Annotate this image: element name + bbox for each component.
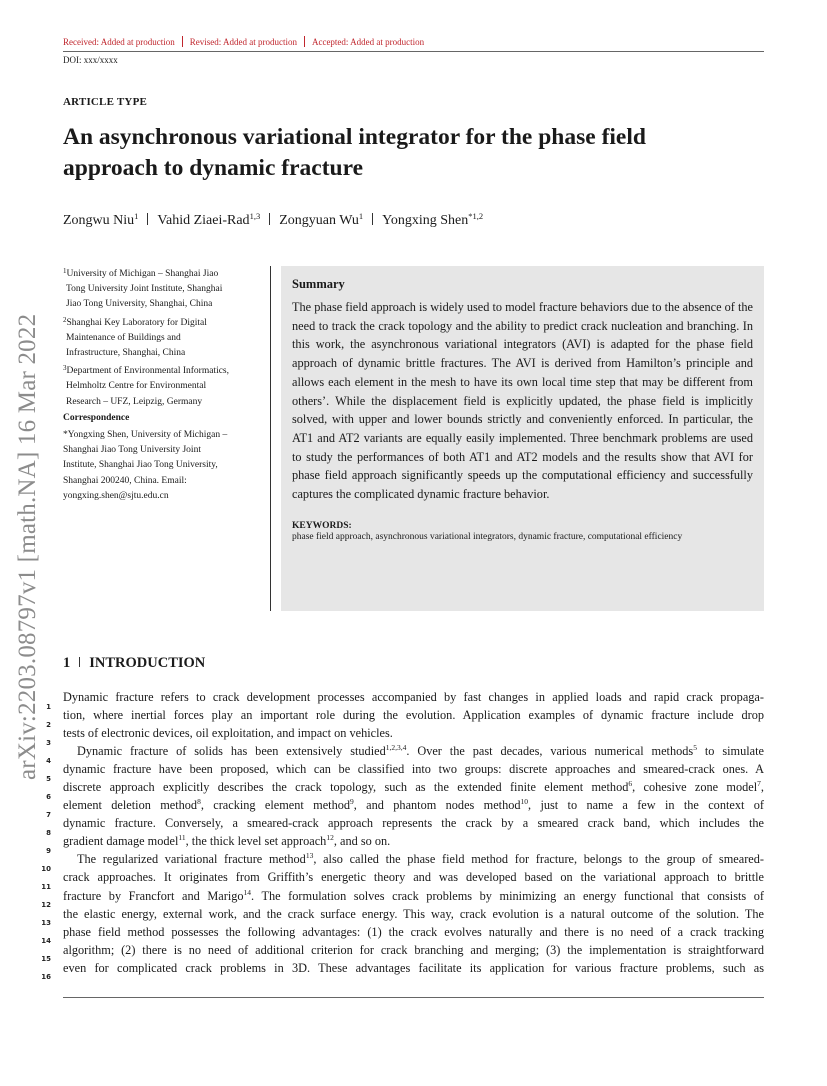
correspondence-line: Institute, Shanghai Jiao Tong University, [63, 460, 218, 471]
line-number: 15 [41, 955, 51, 963]
author-name: Zongyuan Wu [279, 213, 359, 228]
divider [147, 213, 148, 225]
footer-rule [63, 997, 764, 998]
text-line: dynamic fracture have been proposed, which can be classified into two groups: discrete approaches and smeared-crack ones. A [63, 762, 764, 777]
text-span: Dynamic fracture of solids has been extensively studied [77, 744, 386, 759]
paper-title: An asynchronous variational integrator for the phase field approach to dynamic fracture [63, 124, 646, 181]
text-span: The regularized variational fracture method [77, 852, 306, 867]
affiliation-line [63, 361, 268, 379]
text-span: , cracking element method [200, 798, 351, 813]
text-span: , [760, 780, 764, 795]
line-number: 13 [41, 919, 51, 927]
article-type: ARTICLE TYPE [63, 96, 148, 108]
affiliation-line: Jiao Tong University, Shanghai, China [66, 299, 213, 310]
affiliation-number: 2 [63, 315, 67, 324]
citation: 6 [628, 779, 633, 789]
correspondence-line: *Yongxing Shen, University of Michigan – [63, 430, 228, 440]
text-span: , and phantom nodes method [353, 798, 521, 813]
text-line [63, 887, 764, 905]
citation: 7 [757, 779, 761, 789]
line-number: 8 [46, 829, 51, 837]
author-affiliation: 1 [358, 211, 364, 221]
affiliation-number: 1 [63, 267, 67, 275]
line-number: 4 [46, 757, 51, 765]
text-span: fracture by Francfort and Marigo [63, 888, 244, 903]
author-name: Zongwu Niu [63, 213, 135, 228]
line-number: 5 [46, 775, 51, 783]
text-span: element deletion method [63, 798, 198, 813]
text-span: , just to name a few in the context of [528, 798, 764, 813]
text-line [63, 742, 764, 760]
correspondence-heading: Correspondence [63, 413, 130, 423]
summary-text: The phase field approach is widely used to model fracture behaviors due to the absence of the need to track the crack topology and the ability to predict crack nucleation and branching. In this work, the asynchronous variational integrators (AVI) is adapted for the phase field approach of dynamic brittle fractures. The AVI is derived from Hamilton’s principle and allows each element in the mesh to have its own local time step that may be different from others’. While the displacement field is explicitly updated, the phase field is implicitly solved, with upper and lower bounds strictly and conveniently enforced. In particular, the AT1 and AT2 variants are equally easily implemented. Three benchmark problems are used to study the performances of both AT1 and AT2 models and the results show that AVI for phase field approach significantly speeds up the computational efficiency and successfully captures the complicated dynamic fracture behavior. [292, 300, 753, 502]
author-affiliation: *1,2 [468, 211, 484, 221]
doi: DOI: xxx/xxxx [63, 55, 118, 65]
accepted-date: Accepted: Added at production [311, 37, 425, 47]
text-line [63, 778, 764, 796]
line-number: 6 [46, 793, 51, 801]
affiliation-line [63, 264, 268, 282]
citation: 10 [520, 797, 529, 807]
affiliation-line: Helmholtz Centre for Environmental [66, 381, 207, 392]
text-line: the elastic energy, external work, and the crack surface energy. This way, crack evolution is a natural outcome of the solution. The [63, 906, 764, 921]
correspondence [63, 428, 268, 504]
section-title: INTRODUCTION [89, 655, 206, 671]
text-line: even for complicated crack problems in 3D. These advantages facilitate its application for various fracture problems, such as [63, 960, 764, 975]
citation: 12 [326, 833, 334, 843]
correspondence-line: Shanghai 200240, China. Email: [63, 475, 187, 486]
text-line: algorithm; (2) there is no need of additional criterion for crack branching and merging; (3) the implementation is straightforward [63, 942, 764, 957]
text-line [63, 832, 764, 850]
affiliation-line [63, 313, 268, 331]
revised-date: Revised: Added at production [189, 37, 297, 47]
line-number: 14 [41, 937, 51, 945]
text-line: dynamic fracture. Conversely, a smeared-crack approach represents the crack by a smeared crack band, which includes the [63, 816, 764, 831]
divider [79, 657, 80, 667]
affiliations [63, 264, 268, 410]
text-line [63, 850, 764, 868]
summary-box [281, 266, 764, 611]
affiliation-line: Infrastructure, Shanghai, China [66, 348, 186, 359]
affiliation-line: Research – UFZ, Leipzig, Germany [66, 396, 203, 407]
section-number: 1 [63, 655, 71, 671]
citation: 11 [178, 833, 186, 843]
affiliation-text: Shanghai Key Laboratory for Digital [66, 317, 207, 328]
text-span: , cohesive zone model [632, 780, 758, 795]
divider [182, 36, 183, 47]
text-span: , and so on. [333, 834, 391, 849]
summary-heading: Summary [292, 277, 345, 291]
affiliation-text: Department of Environmental Informatics, [66, 366, 230, 377]
text-span: , the thick level set approach [185, 834, 327, 849]
text-line: Dynamic fracture refers to crack development processes accompanied by fast changes in applied loads and rapid crack propaga- [63, 690, 764, 704]
line-number: 10 [41, 865, 51, 873]
received-date: Received: Added at production [63, 37, 175, 47]
citation: 14 [243, 887, 252, 897]
affiliation-number: 3 [63, 364, 67, 373]
author-affiliation: 1 [134, 211, 139, 221]
text-line: tests of electronic devices, oil exploitation, and impact on vehicles. [63, 726, 393, 741]
author-list [63, 211, 483, 229]
affiliation-line: Tong University Joint Institute, Shanghai [66, 284, 223, 295]
citation: 5 [693, 743, 697, 753]
divider [372, 213, 373, 225]
affiliation-line: Maintenance of Buildings and [66, 332, 181, 343]
section-heading [63, 655, 205, 672]
line-number: 11 [41, 883, 51, 891]
author-name: Vahid Ziaei-Rad [157, 213, 250, 228]
text-line: crack approaches. It originates from Griffith’s energetic theory and was developed based on the variational approach to brittle [63, 870, 764, 885]
line-number: 1 [46, 703, 51, 711]
keywords-heading: KEYWORDS: [292, 520, 352, 531]
divider [269, 213, 270, 225]
line-number: 16 [41, 973, 51, 981]
author-name: Yongxing Shen [382, 213, 469, 228]
arxiv-stamp: arXiv:2203.08797v1 [math.NA] 16 Mar 2022 [14, 313, 41, 780]
text-line [63, 796, 764, 814]
header-rule [63, 51, 764, 52]
keywords: phase field approach, asynchronous variational integrators, dynamic fracture, computational efficiency [292, 531, 683, 542]
citation: 13 [305, 851, 314, 861]
column-divider [270, 266, 271, 611]
line-number: 2 [46, 721, 51, 729]
text-span: . The formulation solves crack problems by minimizing an energy functional that consists of [251, 888, 764, 903]
publication-dates [63, 36, 764, 47]
text-span: discrete approach explicitly describes the crack topology, such as the extended finite element method [63, 780, 629, 795]
citation: 8 [197, 797, 201, 807]
line-number: 7 [46, 811, 51, 819]
text-span: gradient damage model [63, 834, 179, 849]
correspondence-email: yongxing.shen@sjtu.edu.cn [63, 490, 169, 501]
line-number: 9 [46, 847, 51, 855]
text-line: phase field method possesses the following advantages: (1) the crack evolves naturally and there is no need of a crack tracking [63, 924, 764, 939]
affiliation-text: University of Michigan – Shanghai Jiao [66, 269, 219, 279]
text-span: . Over the past decades, various numerical methods [406, 744, 694, 759]
author-affiliation: 1,3 [249, 211, 261, 221]
introduction-body [63, 688, 764, 977]
citation: 9 [350, 797, 354, 807]
text-span: , also called the phase field method for fracture, belongs to the group of smeared- [313, 852, 764, 867]
line-number: 3 [46, 739, 51, 747]
line-number: 12 [41, 901, 51, 909]
citation: 1,2,3,4 [385, 743, 407, 753]
correspondence-line: Shanghai Jiao Tong University Joint [63, 445, 201, 456]
divider [304, 36, 305, 47]
text-span: to simulate [696, 744, 764, 759]
text-line: tion, where inertial forces play an important role during the evolution. Application examples of dynamic fracture include drop [63, 708, 764, 723]
